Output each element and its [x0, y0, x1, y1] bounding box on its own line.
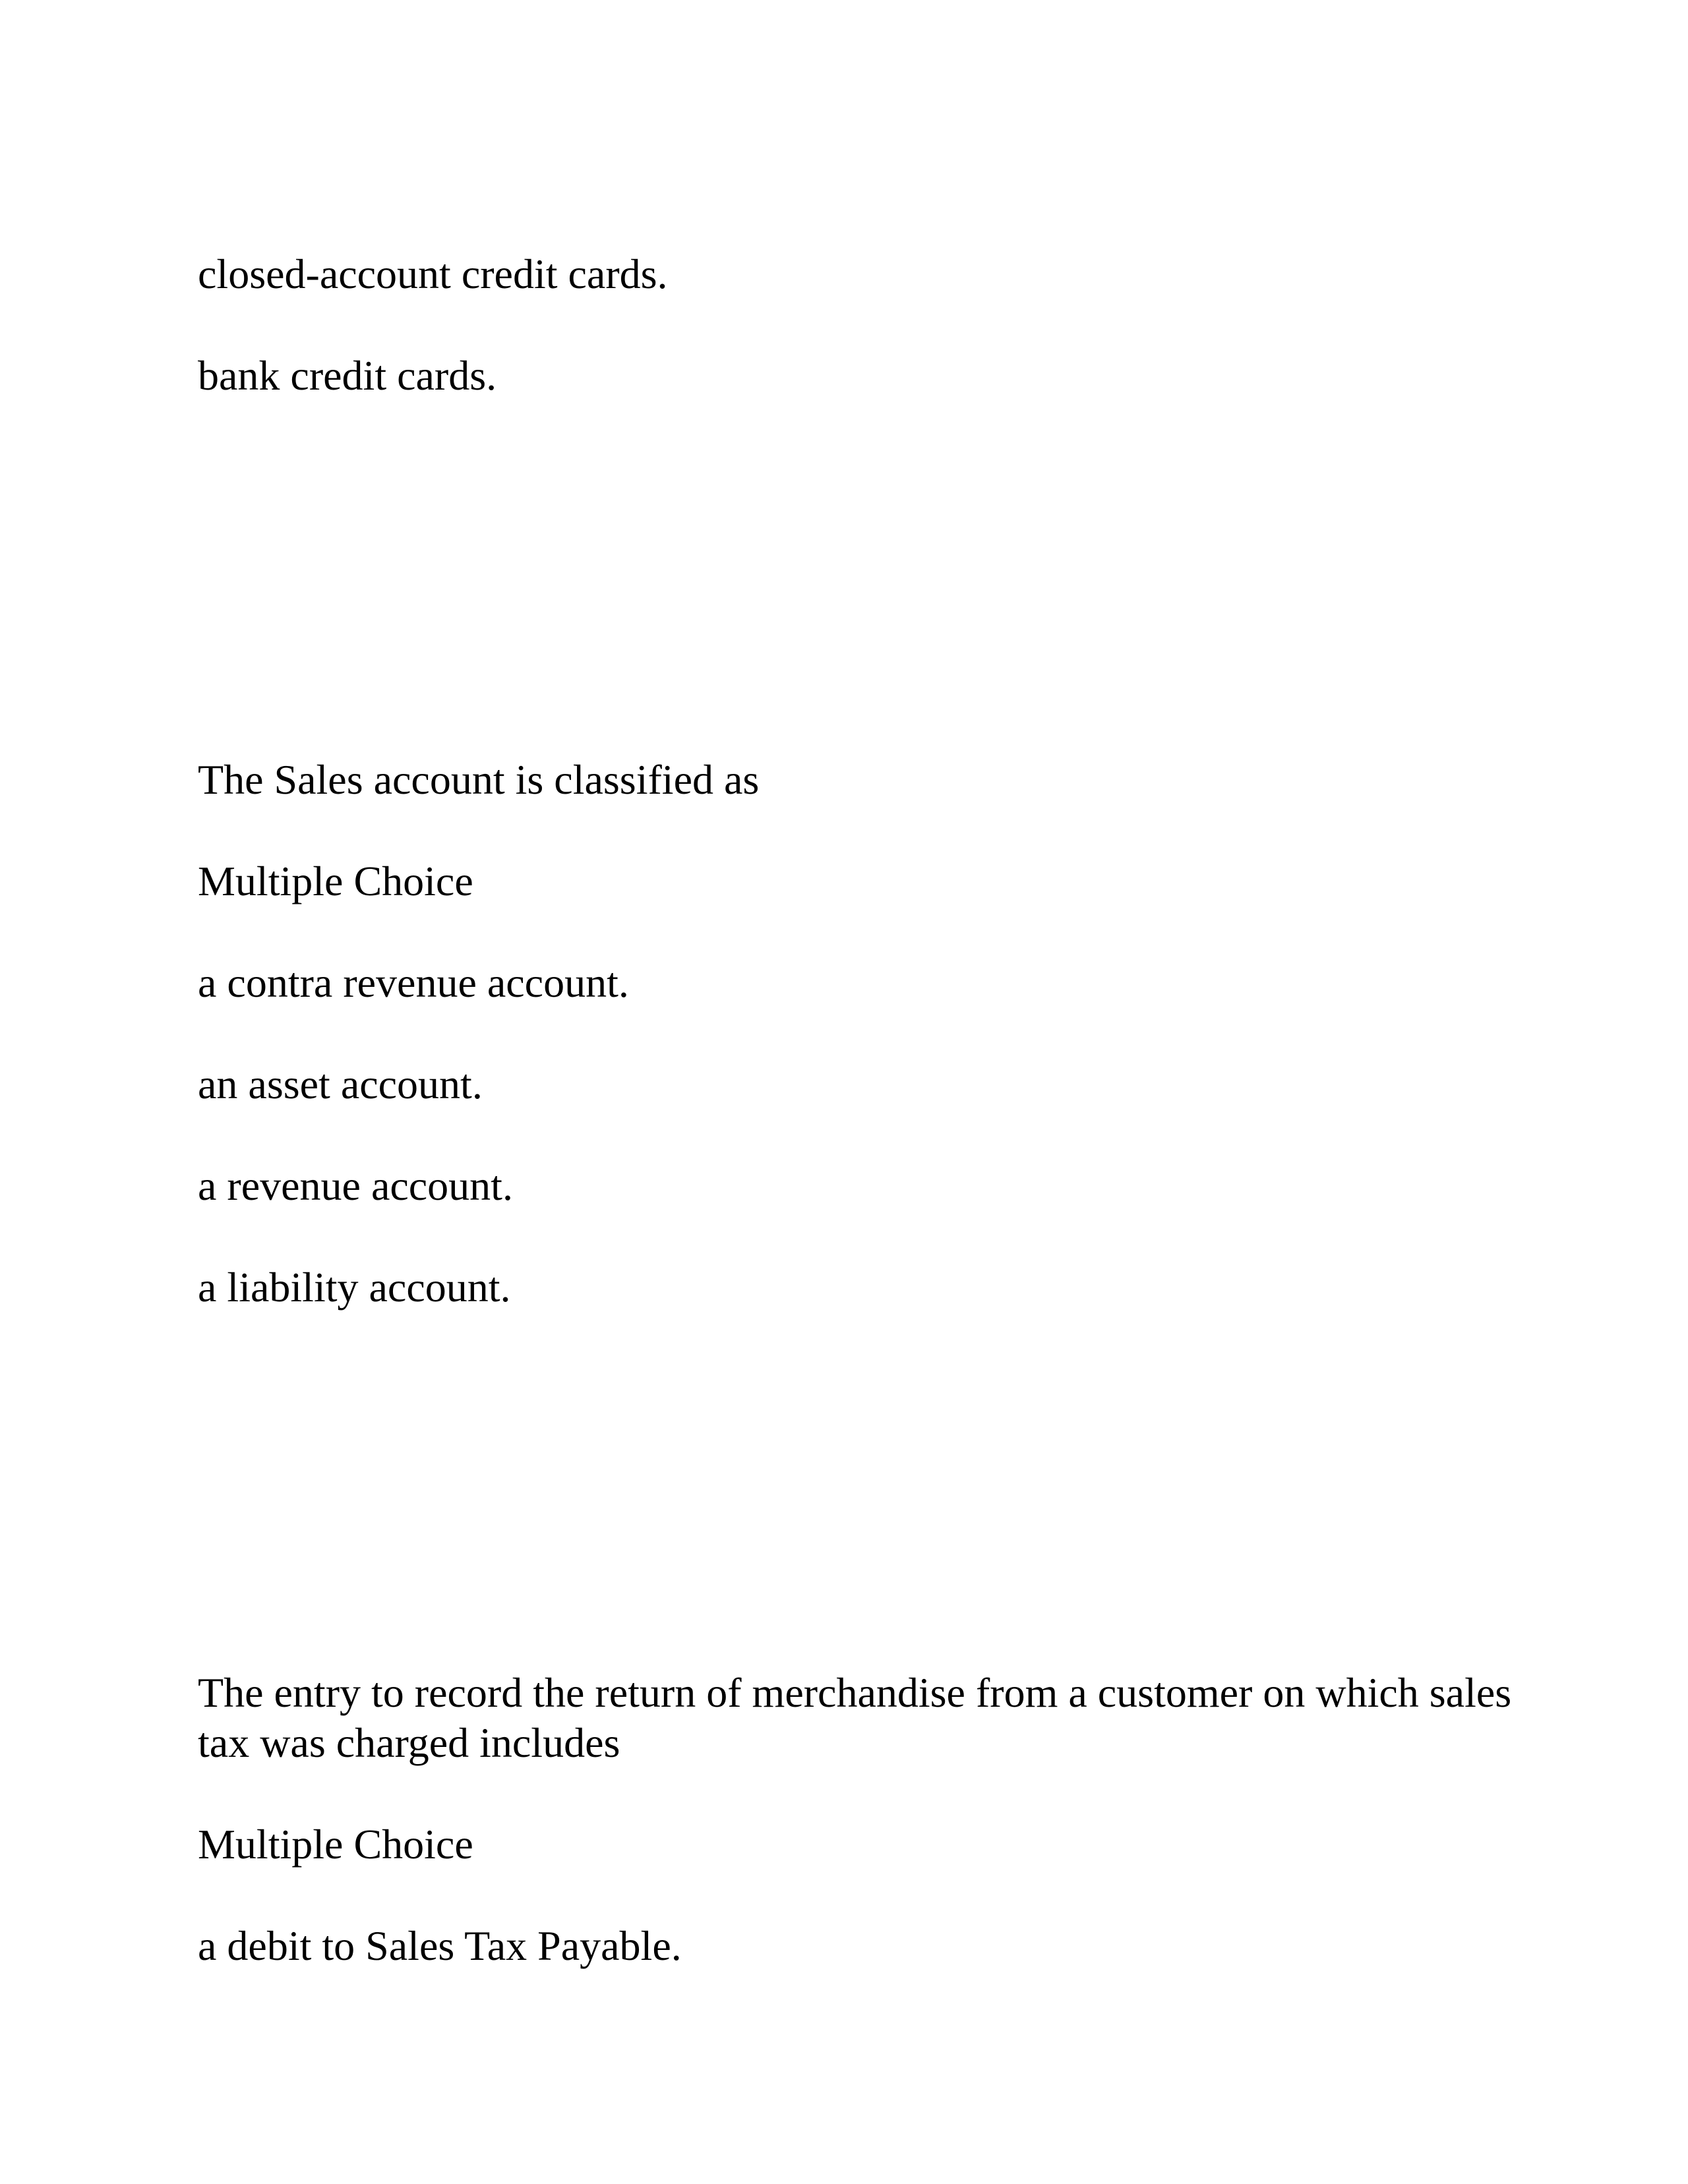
choice-closed-account-credit-cards[interactable]: closed-account credit cards. — [198, 251, 668, 297]
question-prompt: The Sales account is classified as — [198, 756, 760, 803]
question-type-label: Multiple Choice — [198, 858, 473, 904]
choice-debit-sales-tax-payable[interactable]: a debit to Sales Tax Payable. — [198, 1922, 682, 1969]
choice-bank-credit-cards[interactable]: bank credit cards. — [198, 352, 497, 399]
choice-revenue-account[interactable]: a revenue account. — [198, 1162, 513, 1209]
choice-contra-revenue-account[interactable]: a contra revenue account. — [198, 959, 629, 1006]
choice-asset-account[interactable]: an asset account. — [198, 1061, 483, 1107]
choice-liability-account[interactable]: a liability account. — [198, 1264, 511, 1311]
question-prompt: The entry to record the return of merchandise from a customer on which sales tax was charged includes — [198, 1669, 1512, 1766]
question-type-label: Multiple Choice — [198, 1821, 473, 1868]
